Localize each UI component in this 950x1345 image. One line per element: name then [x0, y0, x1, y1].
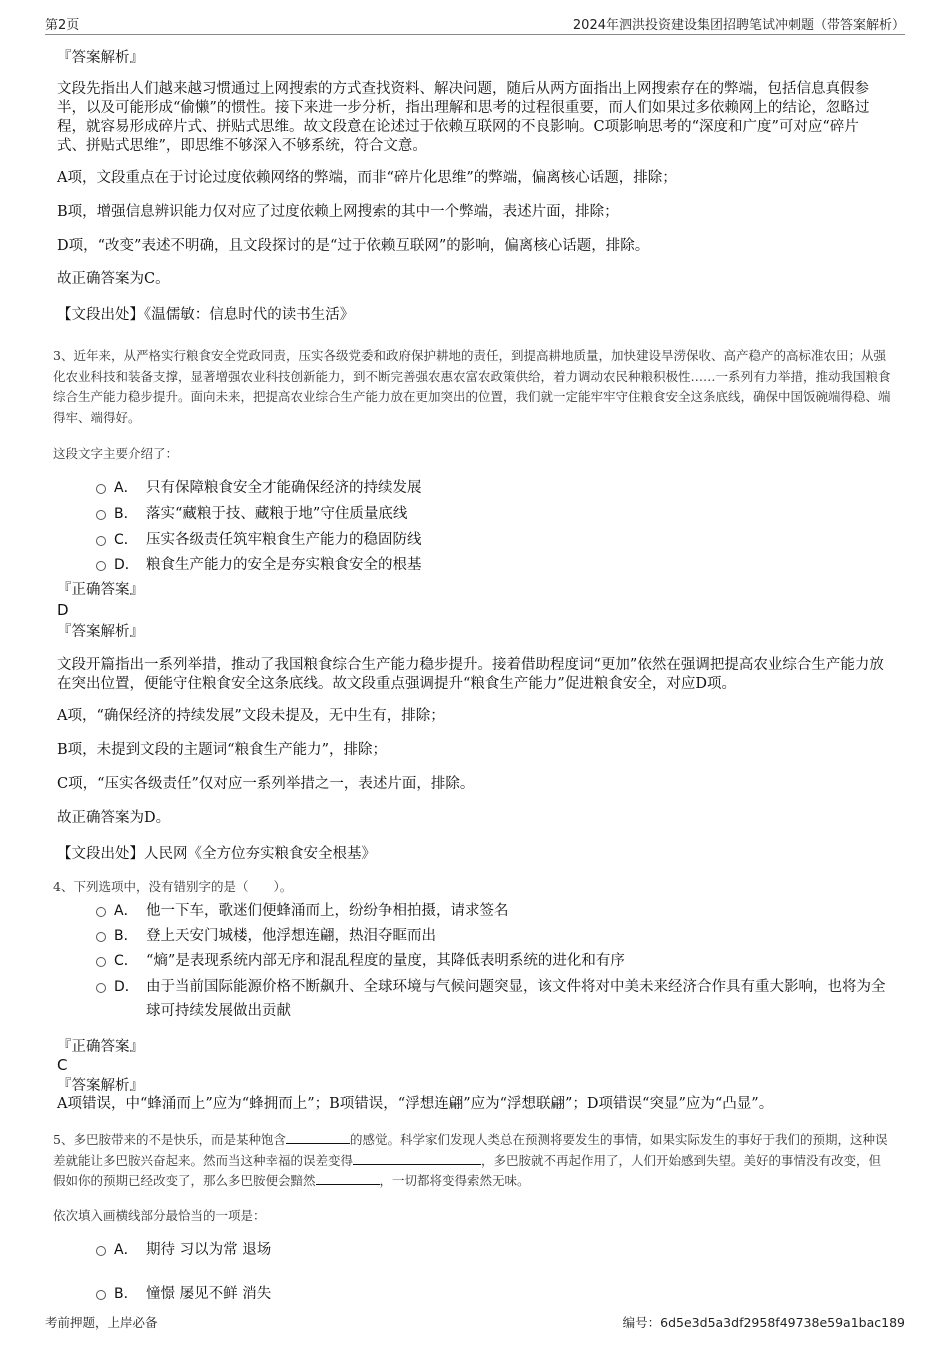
analysis-line-d: D项，“改变”表述不明确，且文段探讨的是“过于依赖互联网”的影响，偏离核心话题，排除。 [57, 238, 650, 254]
source-text: 人民网《全方位夯实粮食安全根基》 [144, 846, 376, 862]
radio-icon[interactable] [96, 907, 106, 917]
option-text: 粮食生产能力的安全是夯实粮食安全的根基 [146, 557, 422, 573]
option-text: 登上天安门城楼，他浮想连翩，热泪夺眶而出 [146, 928, 436, 944]
conclusion: 故正确答案为D。 [57, 810, 171, 826]
option-text: 只有保障粮食安全才能确保经济的持续发展 [146, 480, 422, 496]
option-d[interactable] [96, 553, 896, 577]
source-label: 【文段出处】 [57, 307, 144, 323]
option-letter: B． [114, 1286, 138, 1302]
stem-part: ，一切都将变得索然无味。 [379, 1173, 530, 1188]
option-text: 压实各级责任筑牢粮食生产能力的稳固防线 [146, 532, 422, 548]
option-a[interactable] [96, 1238, 896, 1262]
radio-icon[interactable] [96, 1290, 106, 1300]
correct-answer: D [57, 601, 69, 619]
option-letter: C． [114, 532, 138, 548]
analysis-line-b: B项，未提到文段的主题词“粮食生产能力”，排除； [57, 742, 387, 758]
option-b[interactable] [96, 1282, 896, 1306]
stem-part: 5、多巴胺带来的不是快乐，而是某种饱含 [53, 1132, 286, 1147]
source-text: 《温儒敏：信息时代的读书生活》 [144, 307, 355, 323]
radio-icon[interactable] [96, 484, 106, 494]
stem-part: 的感觉。科学家们发现人类总在预测将要发生的事情，如果实际发生的事好于我们的预期，这种误差就能让多巴胺兴奋起来。然而当这种幸福的误差变得 [53, 1132, 888, 1168]
analysis-label: 『答案解析』 [57, 624, 144, 640]
correct-answer-label: 『正确答案』 [57, 582, 144, 598]
question-stem [53, 1130, 893, 1192]
question-stem: 4、下列选项中，没有错别字的是（ ）。 [53, 879, 293, 894]
radio-icon[interactable] [96, 536, 106, 546]
correct-answer-label: 『正确答案』 [57, 1039, 144, 1055]
option-b[interactable] [96, 502, 896, 526]
footer-slogan: 考前押题，上岸必备 [45, 1315, 158, 1330]
question-prompt: 这段文字主要介绍了： [53, 446, 179, 461]
option-c[interactable] [96, 949, 896, 973]
option-text: 落实“藏粮于技、藏粮于地”守住质量底线 [146, 506, 408, 522]
option-text: 憧憬 屡见不鲜 消失 [146, 1286, 272, 1302]
document-title: 2024年泗洪投资建设集团招聘笔试冲刺题（带答案解析） [572, 18, 905, 33]
blank-3 [316, 1172, 380, 1185]
option-letter: B． [114, 506, 138, 522]
stem-part: ，多巴胺就不再起作用了，人们开始感到失望。美好的事情没有改变，但假如你的预期已经改变了，那么多巴胺便会黯然 [53, 1152, 882, 1188]
radio-icon[interactable] [96, 561, 106, 571]
option-d[interactable] [96, 975, 888, 1023]
radio-icon[interactable] [96, 510, 106, 520]
option-a[interactable] [96, 899, 896, 923]
question-stem: 3、近年来，从严格实行粮食安全党政同责，压实各级党委和政府保护耕地的责任，到提高耕地质量，加快建设旱涝保收、高产稳产的高标准农田；从强化农业科技和装备支撑，显著增强农业科技创新能力，到不断完善强农惠农富农政策供给，着力调动农民种粮积极性……一系列有力举措，推动我国粮食综合生产能力稳步提升。面向未来，把提高农业综合生产能力放在更加突出的位置，我们就一定能牢牢守住粮食安全这条底线，确保中国饭碗端得稳、端得牢、端得好。 [53, 348, 891, 425]
analysis-text: 文段开篇指出一系列举措，推动了我国粮食综合生产能力稳步提升。接着借助程度词“更加”依然在强调把提高农业综合生产能力放在突出位置，便能守住粮食安全这条底线。故文段重点强调提升“粮食生产能力”促进粮食安全，对应D项。 [57, 657, 884, 692]
analysis-line-b: B项，增强信息辨识能力仅对应了过度依赖上网搜索的其中一个弊端，表述片面，排除； [57, 204, 619, 220]
analysis-line-a: A项，“确保经济的持续发展”文段未提及，无中生有，排除； [57, 708, 445, 724]
option-letter: D． [114, 979, 139, 995]
radio-icon[interactable] [96, 957, 106, 967]
option-b[interactable] [96, 924, 896, 948]
analysis-text: A项错误，中“蜂涌而上”应为“蜂拥而上”；B项错误，“浮想连翩”应为“浮想联翩”；D项错误“突显”应为“凸显”。 [57, 1096, 774, 1112]
analysis-label: 『答案解析』 [57, 1078, 144, 1094]
conclusion: 故正确答案为C。 [57, 271, 170, 287]
page-header [45, 12, 905, 35]
option-text: 期待 习以为常 退场 [146, 1242, 272, 1258]
radio-icon[interactable] [96, 983, 106, 993]
document-id: 编号：6d5e3d5a3df2958f49738e59a1bac189 [622, 1315, 905, 1330]
analysis-line-a: A项，文段重点在于讨论过度依赖网络的弊端，而非“碎片化思维”的弊端，偏离核心话题，排除； [57, 170, 677, 186]
radio-icon[interactable] [96, 1246, 106, 1256]
page-footer [45, 1313, 905, 1333]
question-prompt: 依次填入画横线部分最恰当的一项是： [53, 1208, 266, 1223]
option-text: “熵”是表现系统内部无序和混乱程度的量度，其降低表明系统的进化和有序 [146, 953, 625, 969]
option-text: 由于当前国际能源价格不断飙升、全球环境与气候问题突显，该文件将对中美未来经济合作具有重大影响，也将为全球可持续发展做出贡献 [146, 979, 886, 1019]
analysis-text: 文段先指出人们越来越习惯通过上网搜索的方式查找资料、解决问题，随后从两方面指出上网搜索存在的弊端，包括信息真假参半，以及可能形成“偷懒”的惯性。接下来进一步分析，指出理解和思考的过程很重要，而人们如果过多依赖网上的结论，忽略过程，就容易形成碎片式、拼贴式思维。故文段意在论述过于依赖互联网的不良影响。C项影响思考的“深度和广度”可对应“碎片式、拼贴式思维”，即思维不够深入不够系统，符合文意。 [57, 81, 870, 154]
option-c[interactable] [96, 528, 896, 552]
option-text: 他一下车，歌迷们便蜂涌而上，纷纷争相拍摄，请求签名 [146, 903, 509, 919]
option-letter: B． [114, 928, 138, 944]
source-line [57, 842, 376, 863]
option-letter: D． [114, 557, 139, 573]
blank-1 [286, 1131, 350, 1144]
source-label: 【文段出处】 [57, 846, 144, 862]
option-letter: A． [114, 480, 138, 496]
analysis-line-c: C项，“压实各级责任”仅对应一系列举措之一，表述片面，排除。 [57, 776, 475, 792]
correct-answer: C [57, 1056, 68, 1074]
radio-icon[interactable] [96, 932, 106, 942]
source-line [57, 303, 354, 324]
option-letter: C． [114, 953, 138, 969]
analysis-label: 『答案解析』 [57, 50, 144, 66]
page-number: 第2页 [45, 18, 80, 33]
option-letter: A． [114, 1242, 138, 1258]
blank-2 [353, 1152, 481, 1165]
option-letter: A． [114, 903, 138, 919]
option-a[interactable] [96, 476, 896, 500]
